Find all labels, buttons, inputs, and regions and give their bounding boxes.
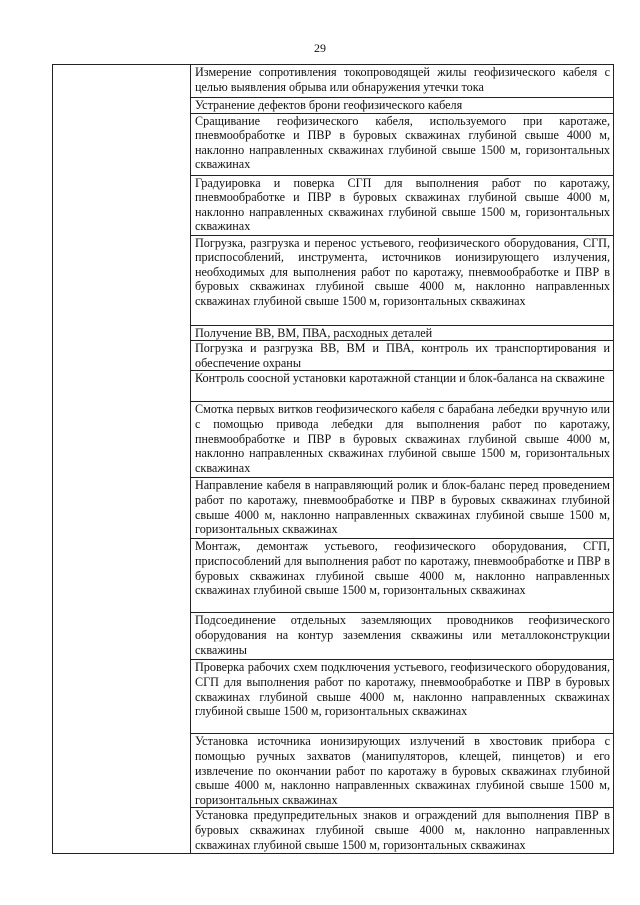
- cell-text: Погрузка, разгрузка и перенос устьевого, геофизического оборудования, СГП, приспособлений, инструмента, источников ионизирующего излучения, необходимых для выполнения работ по каротажу, пневмообработке и ПВР в буровых скважинах глубиной свыше 4000 м, наклонно направленных скважинах глубиной свыше 1500 м, горизонтальных скважинах: [195, 235, 610, 308]
- table-cell: [191, 325, 614, 341]
- cell-text: Проверка рабочих схем подключения устьевого, геофизического оборудования, СГП для выполнения работ по каротажу, пневмообработке и ПВР в буровых скважинах глубиной свыше 4000 м, наклонно направленных скважинах глубиной свыше 1500 м, горизонтальных скважинах: [195, 660, 610, 719]
- cell-text: Контроль соосной установки каротажной станции и блок-баланса на скважине: [195, 371, 605, 386]
- table-cell: [191, 65, 614, 98]
- table-cell: [191, 402, 614, 478]
- table-cell: [191, 660, 614, 734]
- empty-left-cell: [53, 65, 191, 854]
- cell-text: Направление кабеля в направляющий ролик и блок-баланс перед проведением работ по каротажу, пневмообработке и ПВР в буровых скважинах глубиной свыше 4000 м, наклонно направленных скважинах глубиной свыше 1500 м, горизонтальных скважинах: [195, 478, 610, 537]
- cell-text: Монтаж, демонтаж устьевого, геофизического оборудования, СГП, приспособлений для выполнения работ по каротажу, пневмообработке и ПВР в буровых скважинах глубиной свыше 4000 м, наклонно направленных скважинах глубиной свыше 1500 м, горизонтальных скважинах: [195, 539, 610, 598]
- cell-text: Измерение сопротивления токопроводящей жилы геофизического кабеля с целью выявления обрыва или обнаружения утечки тока: [195, 65, 610, 94]
- table-cell: [191, 371, 614, 402]
- labor-actions-table: [52, 64, 614, 854]
- table-cell: [191, 478, 614, 539]
- table-cell: [191, 235, 614, 325]
- table-cell: [191, 734, 614, 808]
- cell-text: Сращивание геофизического кабеля, используемого при каротаже, пневмообработке и ПВР в буровых скважинах глубиной свыше 4000 м, наклонно направленных скважинах глубиной свыше 1500 м, горизонтальных скважинах: [195, 113, 610, 172]
- cell-text: Установка предупредительных знаков и ограждений для выполнения ПВР в буровых скважинах глубиной свыше 4000 м, наклонно направленных скважинах глубиной свыше 1500 м, горизонтальных скважинах: [195, 808, 610, 852]
- cell-text: Устранение дефектов брони геофизического кабеля: [195, 98, 463, 112]
- page-number: 29: [314, 41, 326, 55]
- cell-text: Подсоединение отдельных заземляющих проводников геофизического оборудования на контур заземления скважины или металлоконструкции скважины: [195, 613, 610, 657]
- table-cell: [191, 808, 614, 854]
- table-row: [53, 65, 614, 98]
- table-cell: [191, 175, 614, 235]
- cell-text: Погрузка и разгрузка ВВ, ВМ и ПВА, контроль их транспортирования и обеспечение охраны: [195, 341, 610, 370]
- cell-text: Установка источника ионизирующих излучений в хвостовик прибора с помощью ручных захватов (манипуляторов, клещей, пинцетов) и его извлечение по окончании работ по каротажу в буровых скважинах глубиной свыше 4000 м, наклонно направленных скважинах глубиной свыше 1500 м, горизонтальных скважинах: [195, 734, 610, 807]
- table-cell: [191, 98, 614, 114]
- cell-text: Смотка первых витков геофизического кабеля с барабана лебедки вручную или с помощью привода лебедки для выполнения работ по каротажу, пневмообработке и ПВР в буровых скважинах глубиной свыше 4000 м, наклонно направленных скважинах глубиной свыше 1500 м, горизонтальных скважинах: [195, 402, 610, 475]
- table-cell: [191, 613, 614, 660]
- table-cell: [191, 113, 614, 175]
- cell-text: Получение ВВ, ВМ, ПВА, расходных деталей: [195, 325, 433, 340]
- table-cell: [191, 341, 614, 371]
- cell-text: Градуировка и поверка СГП для выполнения работ по каротажу, пневмообработке и ПВР в буровых скважинах глубиной свыше 4000 м, наклонно направленных скважинах глубиной свыше 1500 м, горизонтальных скважинах: [195, 175, 610, 234]
- table-cell: [191, 539, 614, 613]
